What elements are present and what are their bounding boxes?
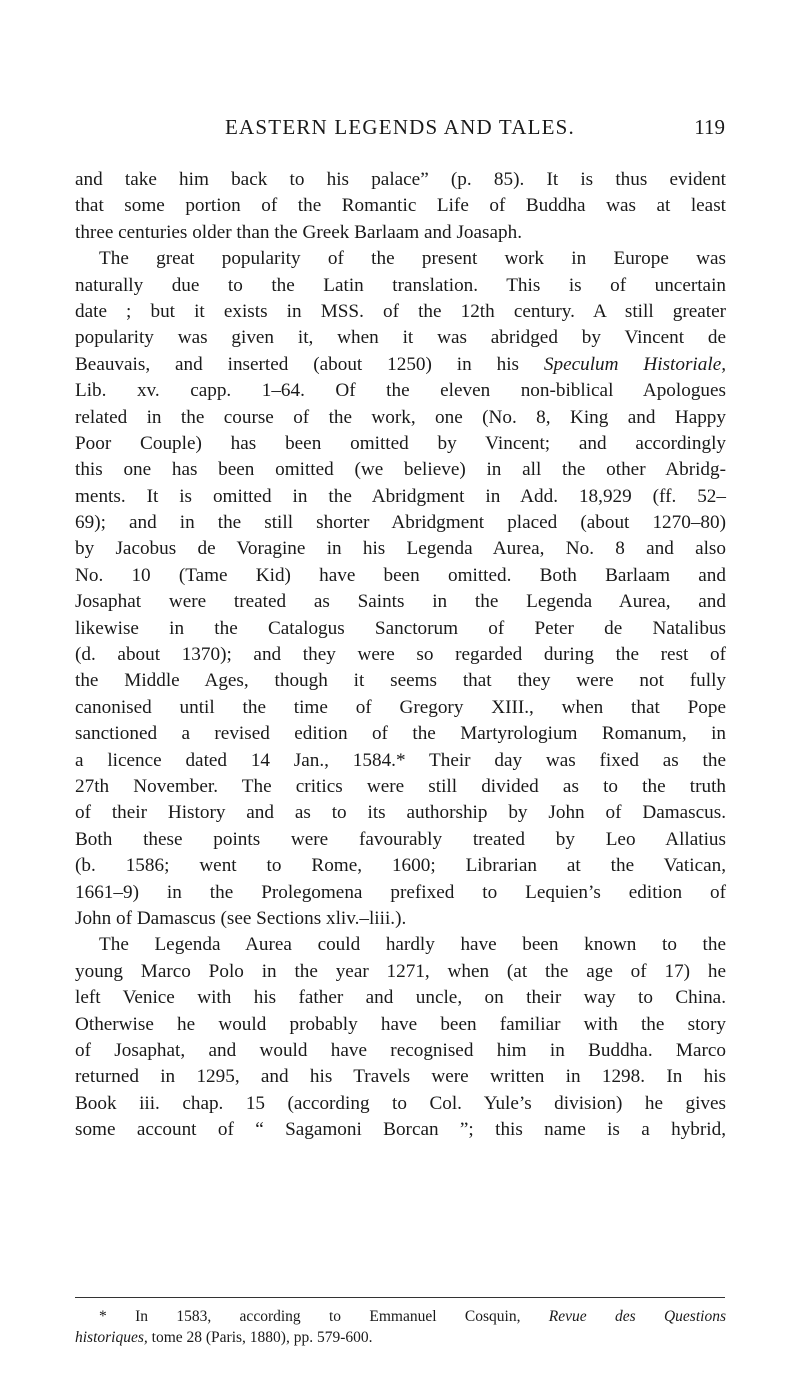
text-line: young Marco Polo in the year 1271, when (at the age of 17) he — [75, 960, 726, 982]
text-line: the Middle Ages, though it seems that they were not fully — [75, 670, 726, 692]
text-line: some account of “ Sagamoni Borcan ”; this name is a hybrid, — [75, 1119, 726, 1141]
text-line: (b. 1586; went to Rome, 1600; Librarian at the Vatican, — [75, 855, 726, 877]
text-line: ments. It is omitted in the Abridgment in Add. 18,929 (ff. 52– — [75, 485, 726, 507]
running-title: EASTERN LEGENDS AND TALES. — [225, 115, 575, 139]
text-line: Lib. xv. capp. 1–64. Of the eleven non-biblical Apologues — [75, 380, 726, 402]
body-text — [75, 167, 726, 1143]
text-line: likewise in the Catalogus Sanctorum of Peter de Natalibus — [75, 617, 726, 639]
text-line: The Legenda Aurea could hardly have been known to the — [99, 934, 726, 956]
text-line: sanctioned a revised edition of the Martyrologium Romanum, in — [75, 723, 726, 745]
page-number: 119 — [694, 115, 725, 139]
text-line: naturally due to the Latin translation. This is of uncertain — [75, 274, 726, 296]
text-line: and take him back to his palace” (p. 85). It is thus evident — [75, 169, 726, 190]
text-line: 69); and in the still shorter Abridgment placed (about 1270–80) — [75, 512, 726, 534]
text-line: Josaphat were treated as Saints in the Legenda Aurea, and — [75, 591, 726, 613]
text-line: 1661–9) in the Prolegomena prefixed to Lequien’s edition of — [75, 881, 726, 903]
footnote-journal-title: Revue des Questions — [548, 1308, 726, 1325]
text-line: canonised until the time of Gregory XIII., when that Pope — [75, 696, 726, 718]
text-line: three centuries older than the Greek Barlaam and Joasaph. — [75, 221, 522, 243]
text-line — [75, 352, 726, 378]
footnote-line — [75, 1306, 726, 1327]
text-line: No. 10 (Tame Kid) have been omitted. Both Barlaam and — [75, 564, 726, 586]
text-line: The great popularity of the present work in Europe was — [99, 248, 726, 270]
text-line: Both these points were favourably treated by Leo Allatius — [75, 828, 726, 850]
text-line: Otherwise he would probably have been familiar with the story — [75, 1013, 726, 1035]
text-line: related in the course of the work, one (No. 8, King and Happy — [75, 406, 726, 428]
text-line: date ; but it exists in MSS. of the 12th century. A still greater — [75, 300, 726, 322]
text-line: of their History and as to its authorship by John of Damascus. — [75, 802, 726, 824]
running-header — [75, 115, 725, 145]
text-line: 27th November. The critics were still divided as to the truth — [75, 775, 726, 797]
text-line: Poor Couple) has been omitted by Vincent; and accordingly — [75, 432, 726, 454]
text-line: John of Damascus (see Sections xliv.–liii.). — [75, 907, 407, 929]
text-line: a licence dated 14 Jan., 1584.* Their day was fixed as the — [75, 749, 726, 771]
footnote-journal-title-cont: historiques, — [75, 1329, 148, 1346]
text-line: (d. about 1370); and they were so regarded during the rest of — [75, 644, 726, 666]
text-segment: Beauvais, and inserted (about 1250) in his — [75, 353, 544, 375]
text-line: that some portion of the Romantic Life of Buddha was at least — [75, 195, 726, 217]
footnote-divider — [75, 1297, 725, 1298]
footnote — [75, 1306, 726, 1348]
footnote-text: tome 28 (Paris, 1880), pp. 579-600. — [147, 1329, 373, 1346]
footnote-line — [75, 1327, 726, 1348]
text-line: by Jacobus de Voragine in his Legenda Aurea, No. 8 and also — [75, 538, 726, 560]
text-line: left Venice with his father and uncle, on their way to China. — [75, 987, 726, 1009]
text-line: of Josaphat, and would have recognised him in Buddha. Marco — [75, 1039, 726, 1061]
italic-title: Speculum Historiale, — [543, 353, 727, 375]
text-line: popularity was given it, when it was abridged by Vincent de — [75, 327, 726, 349]
footnote-text: * In 1583, according to Emmanuel Cosquin, — [99, 1308, 549, 1325]
text-line: Book iii. chap. 15 (according to Col. Yule’s division) he gives — [75, 1092, 726, 1114]
text-line: returned in 1295, and his Travels were written in 1298. In his — [75, 1066, 726, 1088]
text-line: this one has been omitted (we believe) in all the other Abridg- — [75, 459, 726, 481]
